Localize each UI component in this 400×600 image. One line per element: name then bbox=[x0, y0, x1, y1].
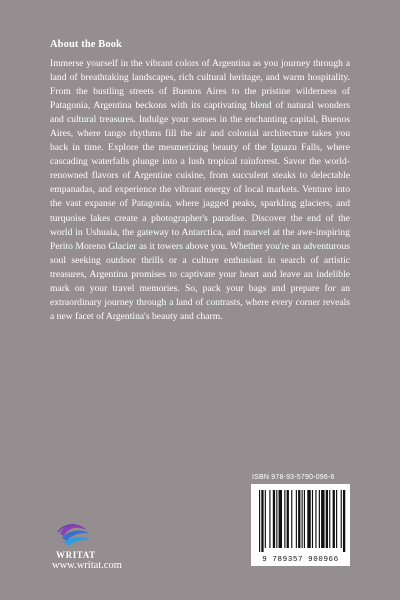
barcode-bar bbox=[296, 490, 297, 548]
barcode-bar bbox=[291, 490, 292, 548]
barcode-bar bbox=[276, 490, 277, 548]
barcode-bar bbox=[298, 490, 300, 548]
barcode-bar bbox=[259, 490, 260, 552]
barcode-bar bbox=[315, 490, 316, 548]
barcode-bar bbox=[336, 490, 337, 548]
barcode-bars bbox=[251, 484, 350, 554]
isbn-label: ISBN 978-93-5790-096-6 bbox=[252, 474, 335, 481]
publisher-name: WRITAT bbox=[56, 550, 96, 560]
about-heading: About the Book bbox=[50, 39, 122, 50]
barcode-bar bbox=[341, 490, 342, 548]
barcode-digits: 9 789357 900966 bbox=[262, 556, 339, 564]
barcode-bar bbox=[326, 490, 328, 548]
book-description: Immerse yourself in the vibrant colors of Argentina as you journey through a land of breathtaking landscapes, rich cultural heritage, and warm hospitality. From the bustling streets of Buenos Aires to the pristine wilderness of Patagonia, Argentina beckons with its captivating blend of natural wonders and cultural treasures. Indulge your senses in the enchanting capital, Buenos Aires, where tango rhythms fill the air and colonial architecture takes you back in time. Explore the mesmerizing beauty of the Iguazu Falls, where cascading waterfalls plunge into a lush tropical rainforest. Savor the world-renowned flavors of Argentine cuisine, from succulent steaks to delectable empanadas, and experience the vibrant energy of local markets. Venture into the vast expanse of Patagonia, where jagged peaks, sparkling glaciers, and turquoise lakes create a photographer's paradise. Discover the end of the world in Ushuaia, the gateway to Antarctica, and marvel at the awe-inspiring Perito Moreno Glacier as it towers above you. Whether you're an adventurous soul seeking outdoor thrills or a culture enthusiast in search of artistic treasures, Argentina promises to captivate your heart and leave an indelible mark on your travel memories. So, pack your bags and prepare for an extraordinary journey through a land of contrasts, where every corner reveals a new facet of Argentina's beauty and charm. bbox=[50, 58, 350, 322]
barcode-bar bbox=[319, 490, 320, 548]
barcode-bar bbox=[265, 490, 266, 548]
writat-swirl-logo-icon bbox=[52, 520, 98, 550]
barcode-bar bbox=[279, 490, 282, 548]
barcode-bar bbox=[284, 490, 285, 548]
publisher-url[interactable]: www.writat.com bbox=[52, 560, 122, 571]
barcode-bar bbox=[273, 490, 275, 548]
isbn-barcode bbox=[251, 484, 350, 566]
barcode-bar bbox=[321, 490, 324, 548]
barcode-bar bbox=[304, 490, 305, 548]
barcode-bar bbox=[302, 490, 303, 548]
barcode-bar bbox=[269, 490, 270, 548]
barcode-bar bbox=[312, 490, 313, 548]
barcode-bar bbox=[261, 490, 263, 552]
barcode-bar bbox=[343, 490, 345, 552]
barcode-bar bbox=[333, 490, 335, 548]
barcode-bar bbox=[329, 490, 330, 548]
barcode-bar bbox=[287, 490, 289, 548]
barcode-bar bbox=[307, 490, 310, 548]
